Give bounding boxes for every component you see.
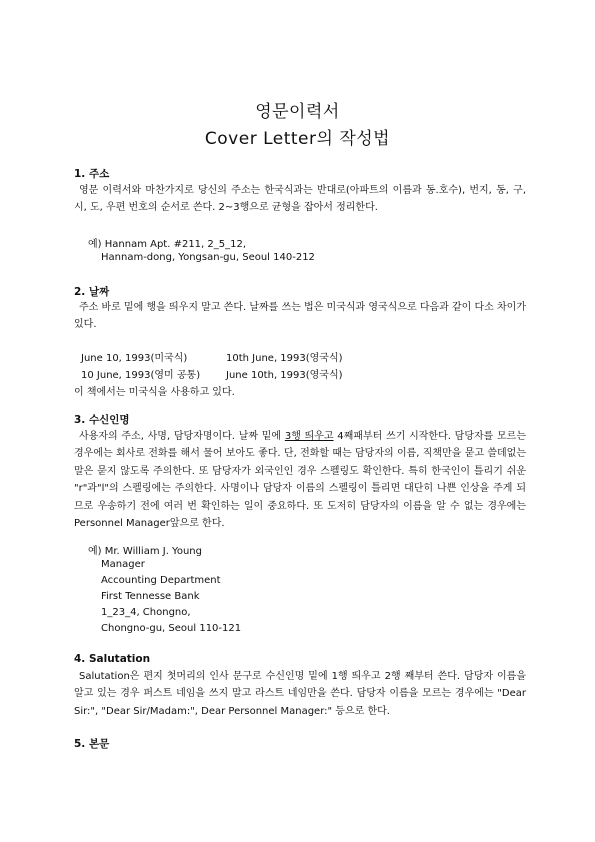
section-1-example-line-1: 예) Hannam Apt. #211, 2_5_12, — [88, 239, 247, 250]
section-3-body — [74, 428, 526, 532]
recipient-department: Accounting Department — [101, 575, 221, 586]
date-us-format: June 10, 1993(미국식) — [81, 353, 188, 364]
recipient-company: First Tennesse Bank — [101, 591, 200, 602]
document-title: 영문이력서 — [255, 102, 340, 122]
date-uk-format-1: 10th June, 1993(영국식) — [226, 353, 343, 364]
recipient-address-1: 1_23_4, Chongno, — [101, 607, 191, 618]
section-2-heading: 2. 날짜 — [74, 286, 110, 298]
section-4-heading: 4. Salutation — [74, 653, 151, 665]
recipient-name: 예) Mr. William J. Young — [88, 546, 202, 557]
section-1-example-line-2: Hannam-dong, Yongsan-gu, Seoul 140-212 — [101, 252, 315, 263]
date-uk-format-2: June 10th, 1993(영국식) — [226, 370, 343, 381]
section-3-heading: 3. 수신인명 — [74, 414, 130, 426]
recipient-title: Manager — [101, 559, 145, 570]
recipient-address-2: Chongno-gu, Seoul 110-121 — [101, 623, 242, 634]
section-2-note: 이 책에서는 미국식을 사용하고 있다. — [74, 387, 235, 398]
section-4-body: Salutation은 편지 첫머리의 인사 문구로 수신인명 밑에 1행 띄우고 2행 째부터 쓴다. 담당자 이름을 알고 있는 경우 퍼스트 네임을 쓰지 말고 라스트 네임만을 쓴다. 담당자 이름을 모르는 경우에는 "Dear Sir:", "Dear Sir/Madam:", Dear Personnel Manager:" 등으로 한다. — [74, 671, 526, 717]
date-common-format: 10 June, 1993(영미 공통) — [81, 370, 201, 381]
section-3-body-underlined: 3행 띄우고 — [284, 431, 334, 442]
section-3-body-part-1: 사용자의 주소, 사명, 담당자명이다. 날짜 밑에 — [79, 431, 285, 442]
section-5-heading: 5. 본문 — [74, 738, 110, 750]
section-1-body: 영문 이력서와 마찬가지로 당신의 주소는 한국식과는 반대로(아파트의 이름과 동.호수), 번지, 동, 구, 시, 도, 우편 번호의 순서로 쓴다. 2~3행으로 균형을 잡아서 정리한다. — [74, 185, 526, 214]
section-1-heading: 1. 주소 — [74, 168, 110, 180]
section-2-body: 주소 바로 밑에 행을 띄우지 말고 쓴다. 날짜를 쓰는 법은 미국식과 영국식으로 다음과 같이 다소 차이가 있다. — [74, 302, 526, 331]
document-subtitle: Cover Letter의 작성법 — [204, 129, 391, 149]
section-3-body-part-2: 4째패부터 쓰기 시작한다. 담당자를 모르는 경우에는 회사로 전화를 해서 물어 보아도 좋다. 단, 전화할 때는 담당자의 이름, 직책만을 묻고 쓸데없는 말은 묻지 않도록 주의한다. 또 담당자가 외국인인 경우 스펠링도 확인한다. 특히 한국인이 틀리기 쉬운 "r"과"l"의 스펠링에는 주의한다. 사명이나 담당자 이름의 스펠링이 틀리면 대단히 나쁜 인상을 주게 되므로 우송하기 전에 여러 번 확인하는 일이 중요하다. 또 도저히 담당자의 이름을 알 수 없는 경우에는 Personnel Manager앞으로 한다. — [74, 431, 527, 530]
